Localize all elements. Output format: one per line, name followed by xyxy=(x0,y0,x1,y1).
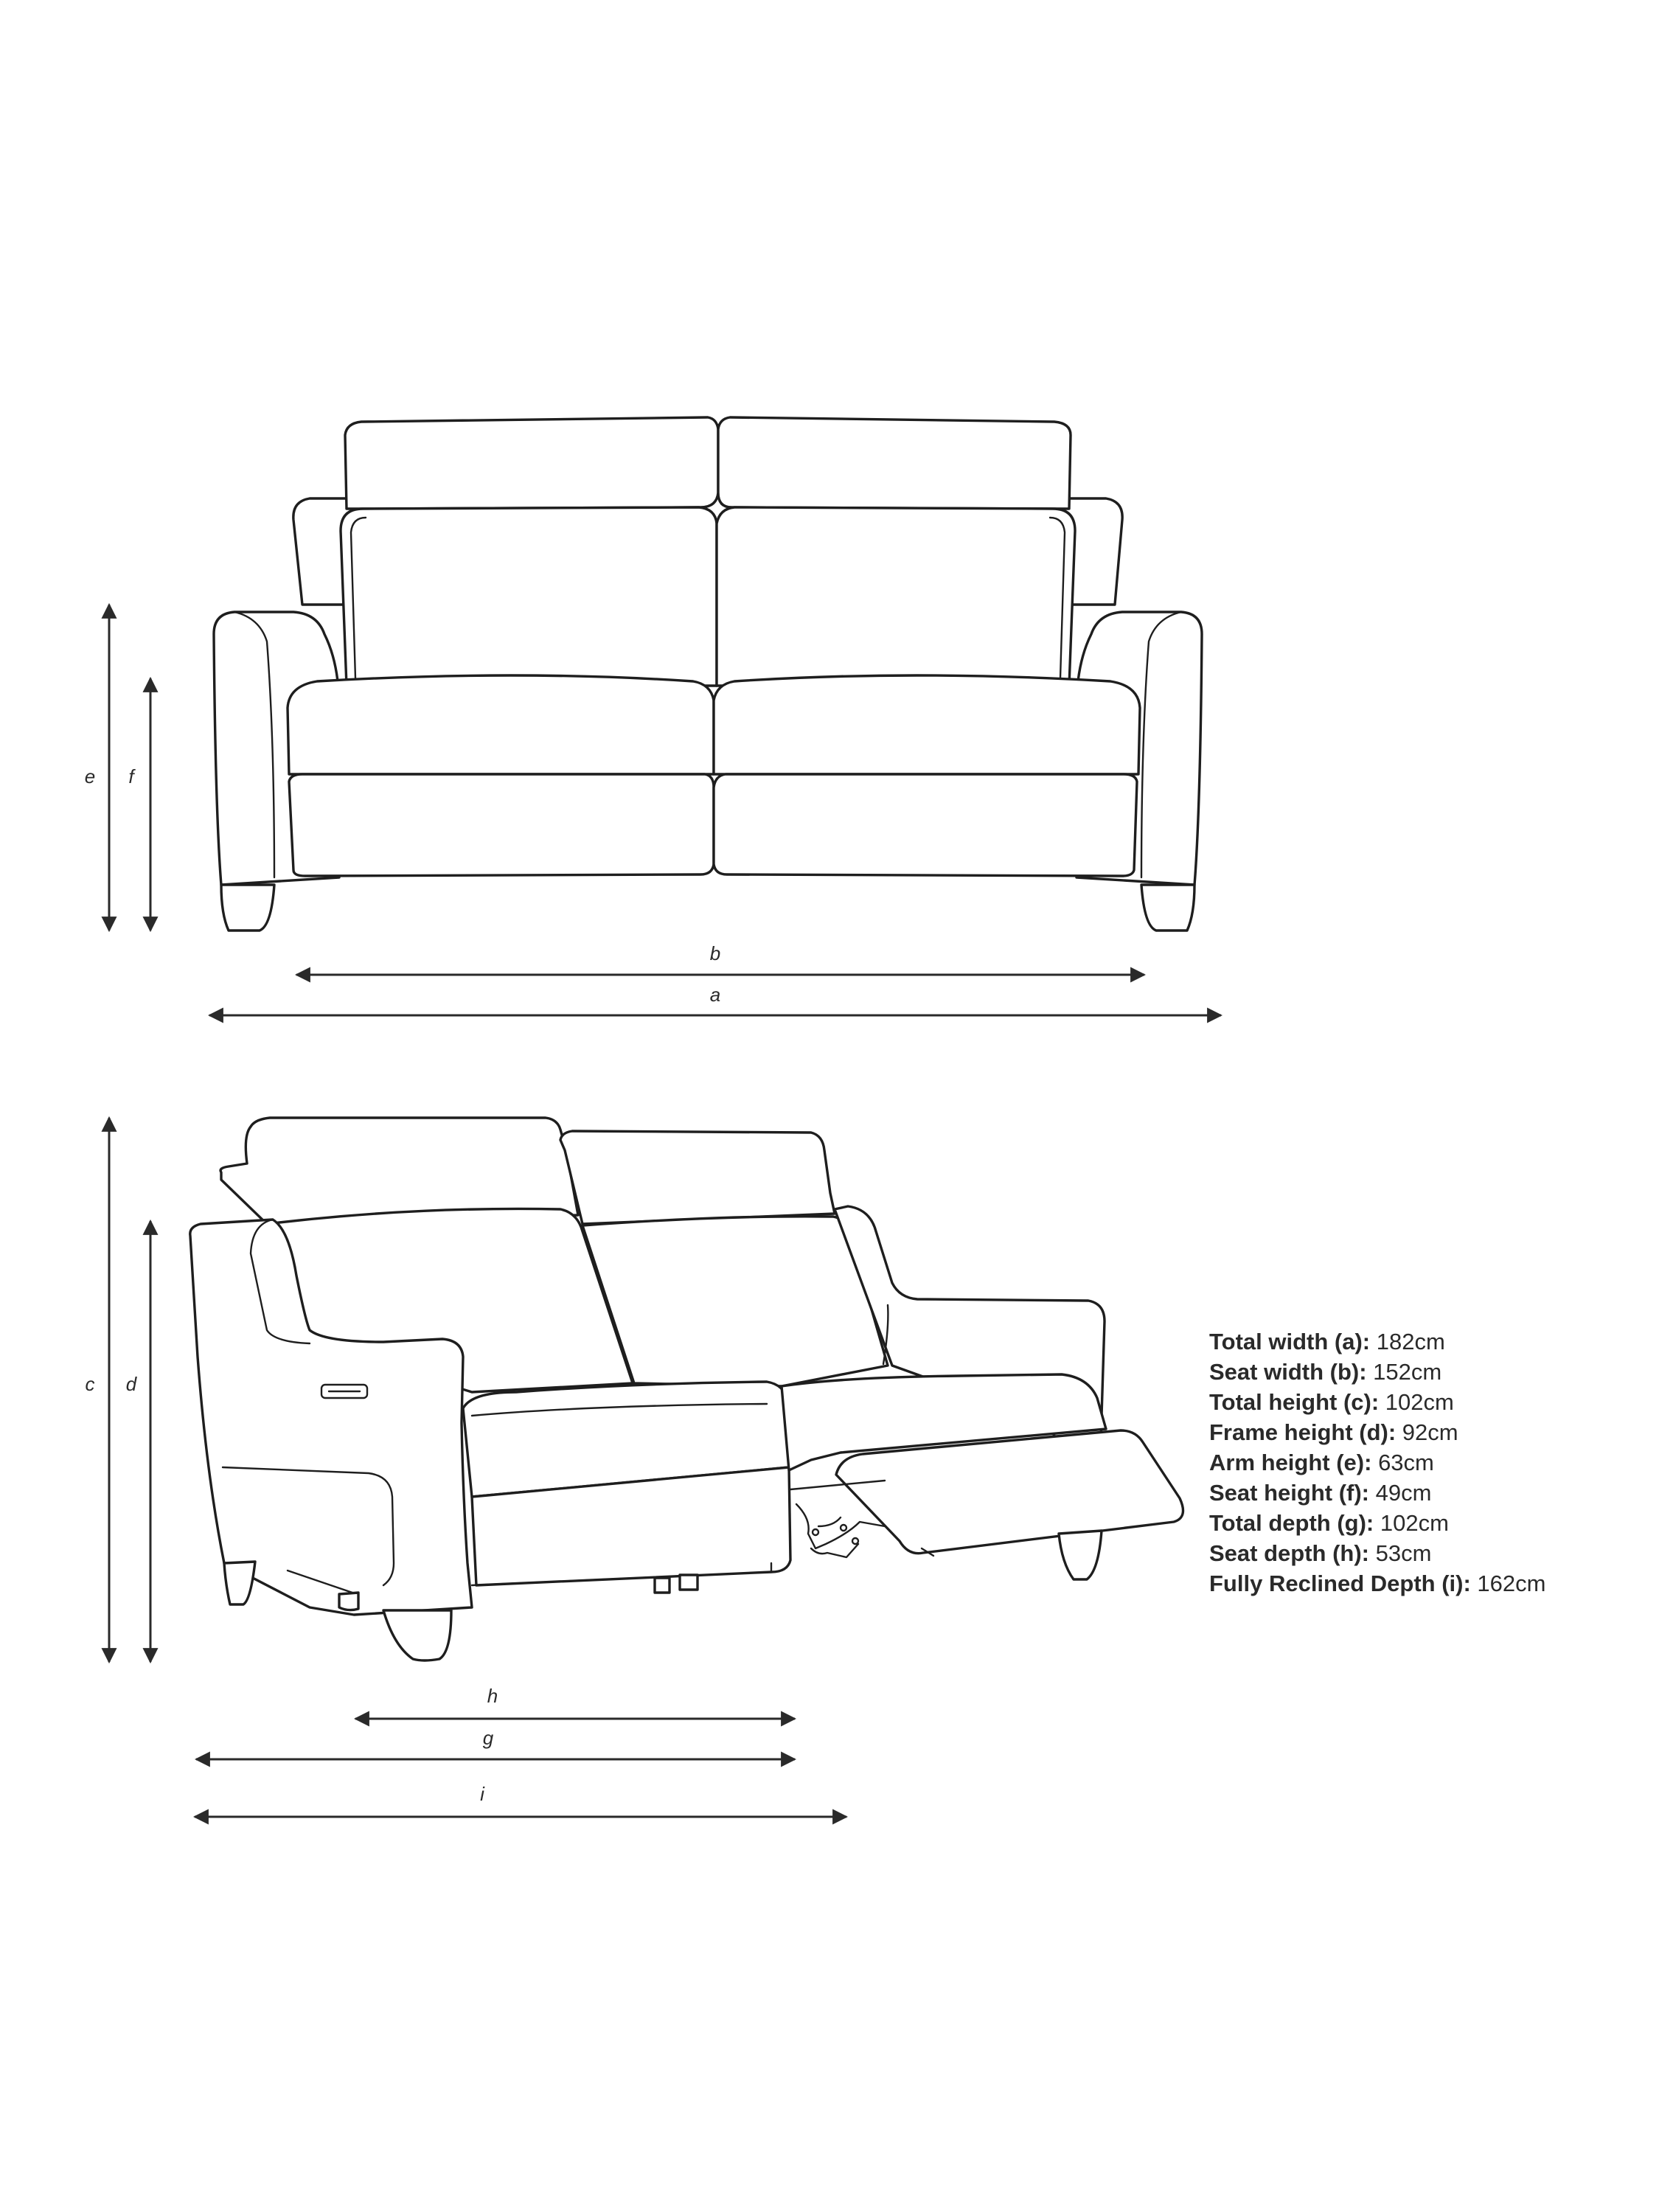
right-seat-cushion xyxy=(714,675,1140,774)
spec-total-height: Total height (c): 102cm xyxy=(1209,1389,1454,1415)
side-view-sofa xyxy=(190,1118,1183,1660)
dim-label-d: d xyxy=(125,1373,137,1395)
spec-total-width: Total width (a): 182cm xyxy=(1209,1329,1445,1354)
left-seat-cushion xyxy=(288,675,714,774)
spec-frame-height: Frame height (d): 92cm xyxy=(1209,1419,1458,1445)
leg-front-left xyxy=(383,1610,451,1660)
spec-reclined-depth: Fully Reclined Depth (i): 162cm xyxy=(1209,1571,1546,1596)
specs-list xyxy=(1209,1329,1545,1596)
headrest-right xyxy=(560,1131,835,1224)
spec-seat-height: Seat height (f): 49cm xyxy=(1209,1480,1432,1506)
dim-label-h: h xyxy=(487,1685,498,1707)
dim-label-e: e xyxy=(84,765,96,787)
front-view-sofa xyxy=(214,417,1202,931)
spec-seat-width: Seat width (b): 152cm xyxy=(1209,1359,1442,1385)
right-foot xyxy=(1141,885,1194,931)
dim-label-c: c xyxy=(85,1373,95,1395)
leg-right xyxy=(1059,1531,1102,1579)
right-headrest xyxy=(718,417,1071,509)
spec-arm-height: Arm height (e): 63cm xyxy=(1209,1450,1434,1475)
dim-label-f: f xyxy=(128,765,134,787)
left-headrest xyxy=(345,417,718,509)
leg-back-left xyxy=(224,1562,255,1604)
spec-total-depth: Total depth (g): 102cm xyxy=(1209,1510,1449,1536)
dim-label-a: a xyxy=(709,984,721,1006)
spec-seat-depth: Seat depth (h): 53cm xyxy=(1209,1540,1432,1566)
dim-label-i: i xyxy=(480,1783,484,1805)
left-foot xyxy=(221,885,274,931)
dim-label-g: g xyxy=(482,1727,494,1749)
dim-label-b: b xyxy=(709,942,721,964)
